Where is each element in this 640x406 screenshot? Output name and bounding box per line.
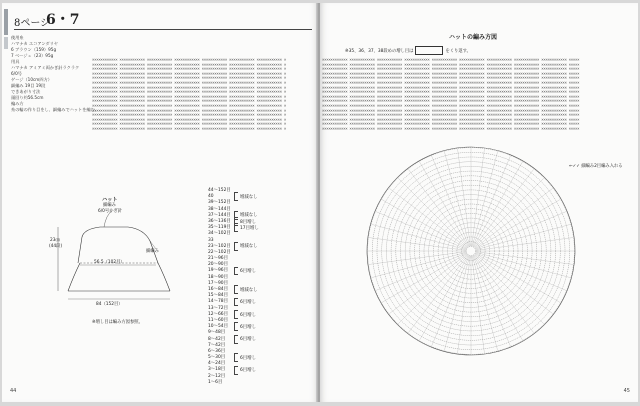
row-label: 2～12目 [208,373,226,379]
crown-spoke [474,255,523,340]
side-tab-marker [4,9,8,35]
crown-spoke [476,252,573,265]
info-line: ゲージ（10cm四方） [11,77,52,82]
row-bracket [234,335,238,344]
row-note: 増減なし [240,287,258,293]
crown-spoke [376,253,467,291]
section-label: 8ページ [14,18,51,29]
crown-spoke [475,254,553,314]
crown-spoke [389,188,467,248]
row-note: 6目増し [240,355,256,361]
info-line: 使用糸 [11,35,24,40]
row-label: 3～18目 [208,367,226,373]
row-label: 4～24目 [208,361,226,367]
row-note: 6目増し [240,368,256,374]
row-label: 17～90目 [208,280,228,286]
crown-spoke [475,255,544,324]
row-bracket [234,366,238,375]
hat-brim-width: 84（152目） [96,302,123,307]
row-bracket [234,353,238,362]
row-label: 6～36目 [208,348,226,354]
info-line: 編み方 [11,101,24,106]
row-label: 44～152目 [208,188,231,193]
row-label: 9～48目 [208,330,226,336]
info-line: 用具 [11,59,20,64]
crown-spoke [476,212,567,250]
crown-spoke [472,149,485,246]
row-bracket [234,242,238,251]
crown-spoke [476,238,573,251]
row-note: 6目増し [240,312,256,318]
crown-ring [466,246,475,255]
stitch-grid-left: ×××××××××××× ×××××××××××× ×××××××××××× ×××××××××××× ×××××××××××× ×××××××××××× ×××××××××××× × ×××××××××××× ×××××××××××× ×××××××××××× ×××××××××××× ×××××××××××× ×××××××××××× ×××××××××××× × ×××××××××××× ×××××××××××× ×××××××××××× ×××××××××××× ×××××××××××× ×××××××××××× ×××××××××××× × ×××××××××××× ×××××××××××× ×××××××××××× ×××××××××××× ×××××××××××× ×××××××××××× ×××××××××××× × ×××××××××××× ×××××××××××× ×××××××××××× ×××××××××××× ×××××××××××× ×××××××××××× ×××××××××××× × ×××××××××××× ×××××××××××× ×××××××××××× ×××××××××××× ×××××××××××× ×××××××××××× ×××××××××××× × ×××××××××××× ×××××××××××× ×××××××××××× ×××××××××××× ×××××××××××× ×××××××××××× ×××××××××××× × ×××××××××××× ×××××××××××× ×××××××××××× ×××××××××××× ×××××××××××× ×××××××××××× ×××××××××××× × ×××××××××××× ×××××××××××× ×××××××××××× ×××××××××××× ×××××××××××× ×××××××××××× ×××××××××××× × ×××××××××××× ×××××××××××× ×××××××××××× ×××××××××××× ×××××××××××× ×××××××××××× ×××××××××××× × ×××××××××××× ×××××××××××× ×××××××××××× ×××××××××××× ×××××××××××× ×××××××××××× ×××××××××××× × ×××××××××××× ×××××××××××× ×××××××××××× ×××××××××××× ×××××××××××× ×××××××××××× ×××××××××××× × ×××××××××××× ×××××××××××× ×××××××××××× ×××××××××××× ×××××××××××× ×××××××××××× ×××××××××××× × ×××××××××××× ×××××××××××× ×××××××××××× ×××××××××××× ×××××××××××× ×××××××××××× ×××××××××××× × ×××××××××××× ×××××××××××× ×××××××××××× ×××××××××××× ×××××××××××× ×××××××××××× ×××××××××××× × ×××××××××××× ×××××××××××× ×××××××××××× ×××××××××××× ×××××××××××× ×××××××××××× ×××××××××××× × [92,58,286,131]
info-line: ハマナカ エコアンダリヤ [11,41,58,46]
info-line: 6/0号 [11,71,22,76]
crown-spoke [376,212,467,250]
material-info [11,35,99,113]
header-rule [14,29,312,30]
row-label: 14～78目 [208,299,228,305]
info-line: 7 ベージュ（23）95g [11,53,54,58]
row-label: 15～84目 [208,293,228,299]
pattern-title: 6・7 [46,12,80,28]
page-number-left: 44 [10,388,17,394]
row-note: 17目増し [240,225,259,231]
info-line: 糸の輪の作り目をし、細編みでハットを編む。 [11,107,99,112]
info-line: 頭回り約56.5cm [11,95,44,100]
info-line: できあがり寸法 [11,89,41,94]
crown-spoke [475,188,553,248]
crown-spoke [382,254,467,303]
hat-height-rows: (44段) [49,244,63,249]
row-note: 増減なし [240,213,258,219]
row-bracket [234,298,238,307]
repeat-note-prefix: ※35、36、37、38段めの増し目は [345,49,414,54]
row-note: 増減なし [240,244,258,250]
chart-title: ハットの編み方図 [449,34,498,41]
callout-label: 細編み2目編み入れる [581,164,623,169]
hat-title: ハット [102,197,118,203]
row-label: 38～144目 [208,206,231,212]
hat-side-label: 細編み [146,249,159,254]
row-label: 1～6目 [208,379,223,385]
crown-spoke [408,169,468,247]
crown-spoke [432,156,470,247]
crown-spoke [444,256,469,351]
row-note: 6目増し [240,324,256,330]
row-label: 8～42目 [208,336,226,342]
row-note: 6目増し [240,269,256,275]
row-label: 19～96目 [208,268,228,274]
row-label: 40 [208,194,214,200]
crown-spoke [408,255,468,333]
hat-height: 23㎝ [50,238,60,243]
row-label: 34～102目 [208,231,231,237]
crown-spoke [472,256,497,351]
crown-spoke [475,178,544,247]
info-line: ハマナカ アミアミ両かぎ針ラクラク [11,65,80,70]
row-bracket [234,192,238,201]
crown-spoke [474,162,523,247]
crown-spoke [476,253,567,291]
crown-spoke [420,162,469,247]
row-bracket [234,285,238,294]
repeat-note-suffix: をくり返す。 [445,49,471,54]
crown-spoke [432,256,470,347]
row-note: 増減なし [240,194,258,200]
crown-spoke [474,169,534,247]
crown-spoke [458,149,471,246]
row-label: 16～84目 [208,287,228,292]
row-bracket [234,267,238,276]
crown-spoke [473,256,511,347]
row-label: 21～96目 [208,256,228,262]
crown-spoke [475,200,560,249]
hat-circumference: 56.5（102目） [94,260,125,265]
hat-footnote: ※増し目は編み方図参照。 [92,320,143,325]
repeat-note [345,46,471,55]
hat-stitch: 細編み [103,203,116,208]
hat-hook: 6/0号かぎ針 [98,209,123,214]
info-line: 細編み 19目 19段 [11,83,46,88]
stitch-grid-right: ×××××××××××× ×××××××××××× ×××××××××××× ×××××××××××× ×××××××××××× ×××××××××××× ×××××××××××× ×××××××××××× ×××××××××××× ××××× ×××××××××××× ×××××××××××× ×××××××××××× ×××××××××××× ×××××××××××× ×××××××××××× ×××××××××××× ×××××××××××× ×××××××××××× ××××× ×××××××××××× ×××××××××××× ×××××××××××× ×××××××××××× ×××××××××××× ×××××××××××× ×××××××××××× ×××××××××××× ×××××××××××× ××××× ×××××××××××× ×××××××××××× ×××××××××××× ×××××××××××× ×××××××××××× ×××××××××××× ×××××××××××× ×××××××××××× ×××××××××××× ××××× ×××××××××××× ×××××××××××× ×××××××××××× ×××××××××××× ×××××××××××× ×××××××××××× ×××××××××××× ×××××××××××× ×××××××××××× ××××× ×××××××××××× ×××××××××××× ×××××××××××× ×××××××××××× ×××××××××××× ×××××××××××× ×××××××××××× ×××××××××××× ×××××××××××× ××××× ×××××××××××× ×××××××××××× ×××××××××××× ×××××××××××× ×××××××××××× ×××××××××××× ×××××××××××× ×××××××××××× ×××××××××××× ××××× ×××××××××××× ×××××××××××× ×××××××××××× ×××××××××××× ×××××××××××× ×××××××××××× ×××××××××××× ×××××××××××× ×××××××××××× ××××× ×××××××××××× ×××××××××××× ×××××××××××× ×××××××××××× ×××××××××××× ×××××××××××× ×××××××××××× ×××××××××××× ×××××××××××× ××××× ×××××××××××× ×××××××××××× ×××××××××××× ×××××××××××× ×××××××××××× ×××××××××××× ×××××××××××× ×××××××××××× ×××××××××××× ××××× ×××××××××××× ×××××××××××× ×××××××××××× ×××××××××××× ×××××××××××× ×××××××××××× ×××××××××××× ×××××××××××× ×××××××××××× ××××× ×××××××××××× ×××××××××××× ×××××××××××× ×××××××××××× ×××××××××××× ×××××××××××× ×××××××××××× ×××××××××××× ×××××××××××× ××××× ×××××××××××× ×××××××××××× ×××××××××××× ×××××××××××× ×××××××××××× ×××××××××××× ×××××××××××× ×××××××××××× ×××××××××××× ××××× ×××××××××××× ×××××××××××× ×××××××××××× ×××××××××××× ×××××××××××× ×××××××××××× ×××××××××××× ×××××××××××× ×××××××××××× ××××× ×××××××××××× ×××××××××××× ×××××××××××× ×××××××××××× ×××××××××××× ×××××××××××× ×××××××××××× ×××××××××××× ×××××××××××× ××××× ×××××××××××× ×××××××××××× ×××××××××××× ×××××××××××× ×××××××××××× ×××××××××××× ×××××××××××× ×××××××××××× ×××××××××××× ××××× [322,58,580,131]
crown-spoke [472,256,485,353]
callout-arrow-icon: ←✓✓ [569,164,580,169]
crown-spoke [369,238,466,251]
crown-spoke [458,256,471,353]
row-note: 8目増し [240,219,256,225]
crown-spoke [389,254,467,314]
page-number-right: 45 [623,388,630,394]
row-label: 7～42目 [208,342,226,348]
side-tab-marker-lower [4,37,8,49]
crown-spoke [475,254,560,303]
crown-diagram [366,146,576,356]
crown-spoke [474,255,534,333]
row-label: 10～54目 [208,324,228,330]
row-label: 5～30目 [208,355,226,361]
row-label: 22～102目 [208,249,231,255]
repeat-box [415,46,443,55]
row-label: 39～152目 [208,200,231,206]
crown-spoke [398,255,467,324]
crown-spoke [473,156,511,247]
row-note: 6目増し [240,337,256,343]
row-bracket [234,223,238,232]
row-entry [208,380,318,386]
row-label: 37～144目 [208,212,231,218]
row-label: 13～72目 [208,305,228,311]
crown-spoke [398,178,467,247]
row-note: 6目増し [240,300,256,306]
row-bracket [234,322,238,331]
crown-spoke [420,255,469,340]
crown-spoke [369,252,466,265]
row-label: 36～136目 [208,218,231,224]
info-line: 6 ブラウン（159）95g [11,47,57,52]
row-label: 33 [208,237,214,243]
row-bracket [234,310,238,319]
row-list [208,188,318,386]
crown-spoke [382,200,467,249]
row-label: 12～66目 [208,311,228,317]
row-label: 35～119目 [208,225,231,231]
row-label: 20～90目 [208,262,228,268]
row-label: 18～90目 [208,274,228,280]
crown-spoke [476,224,571,249]
row-label: 23～102目 [208,243,231,249]
row-label: 11～60目 [208,317,228,323]
increase-callout [569,163,623,169]
